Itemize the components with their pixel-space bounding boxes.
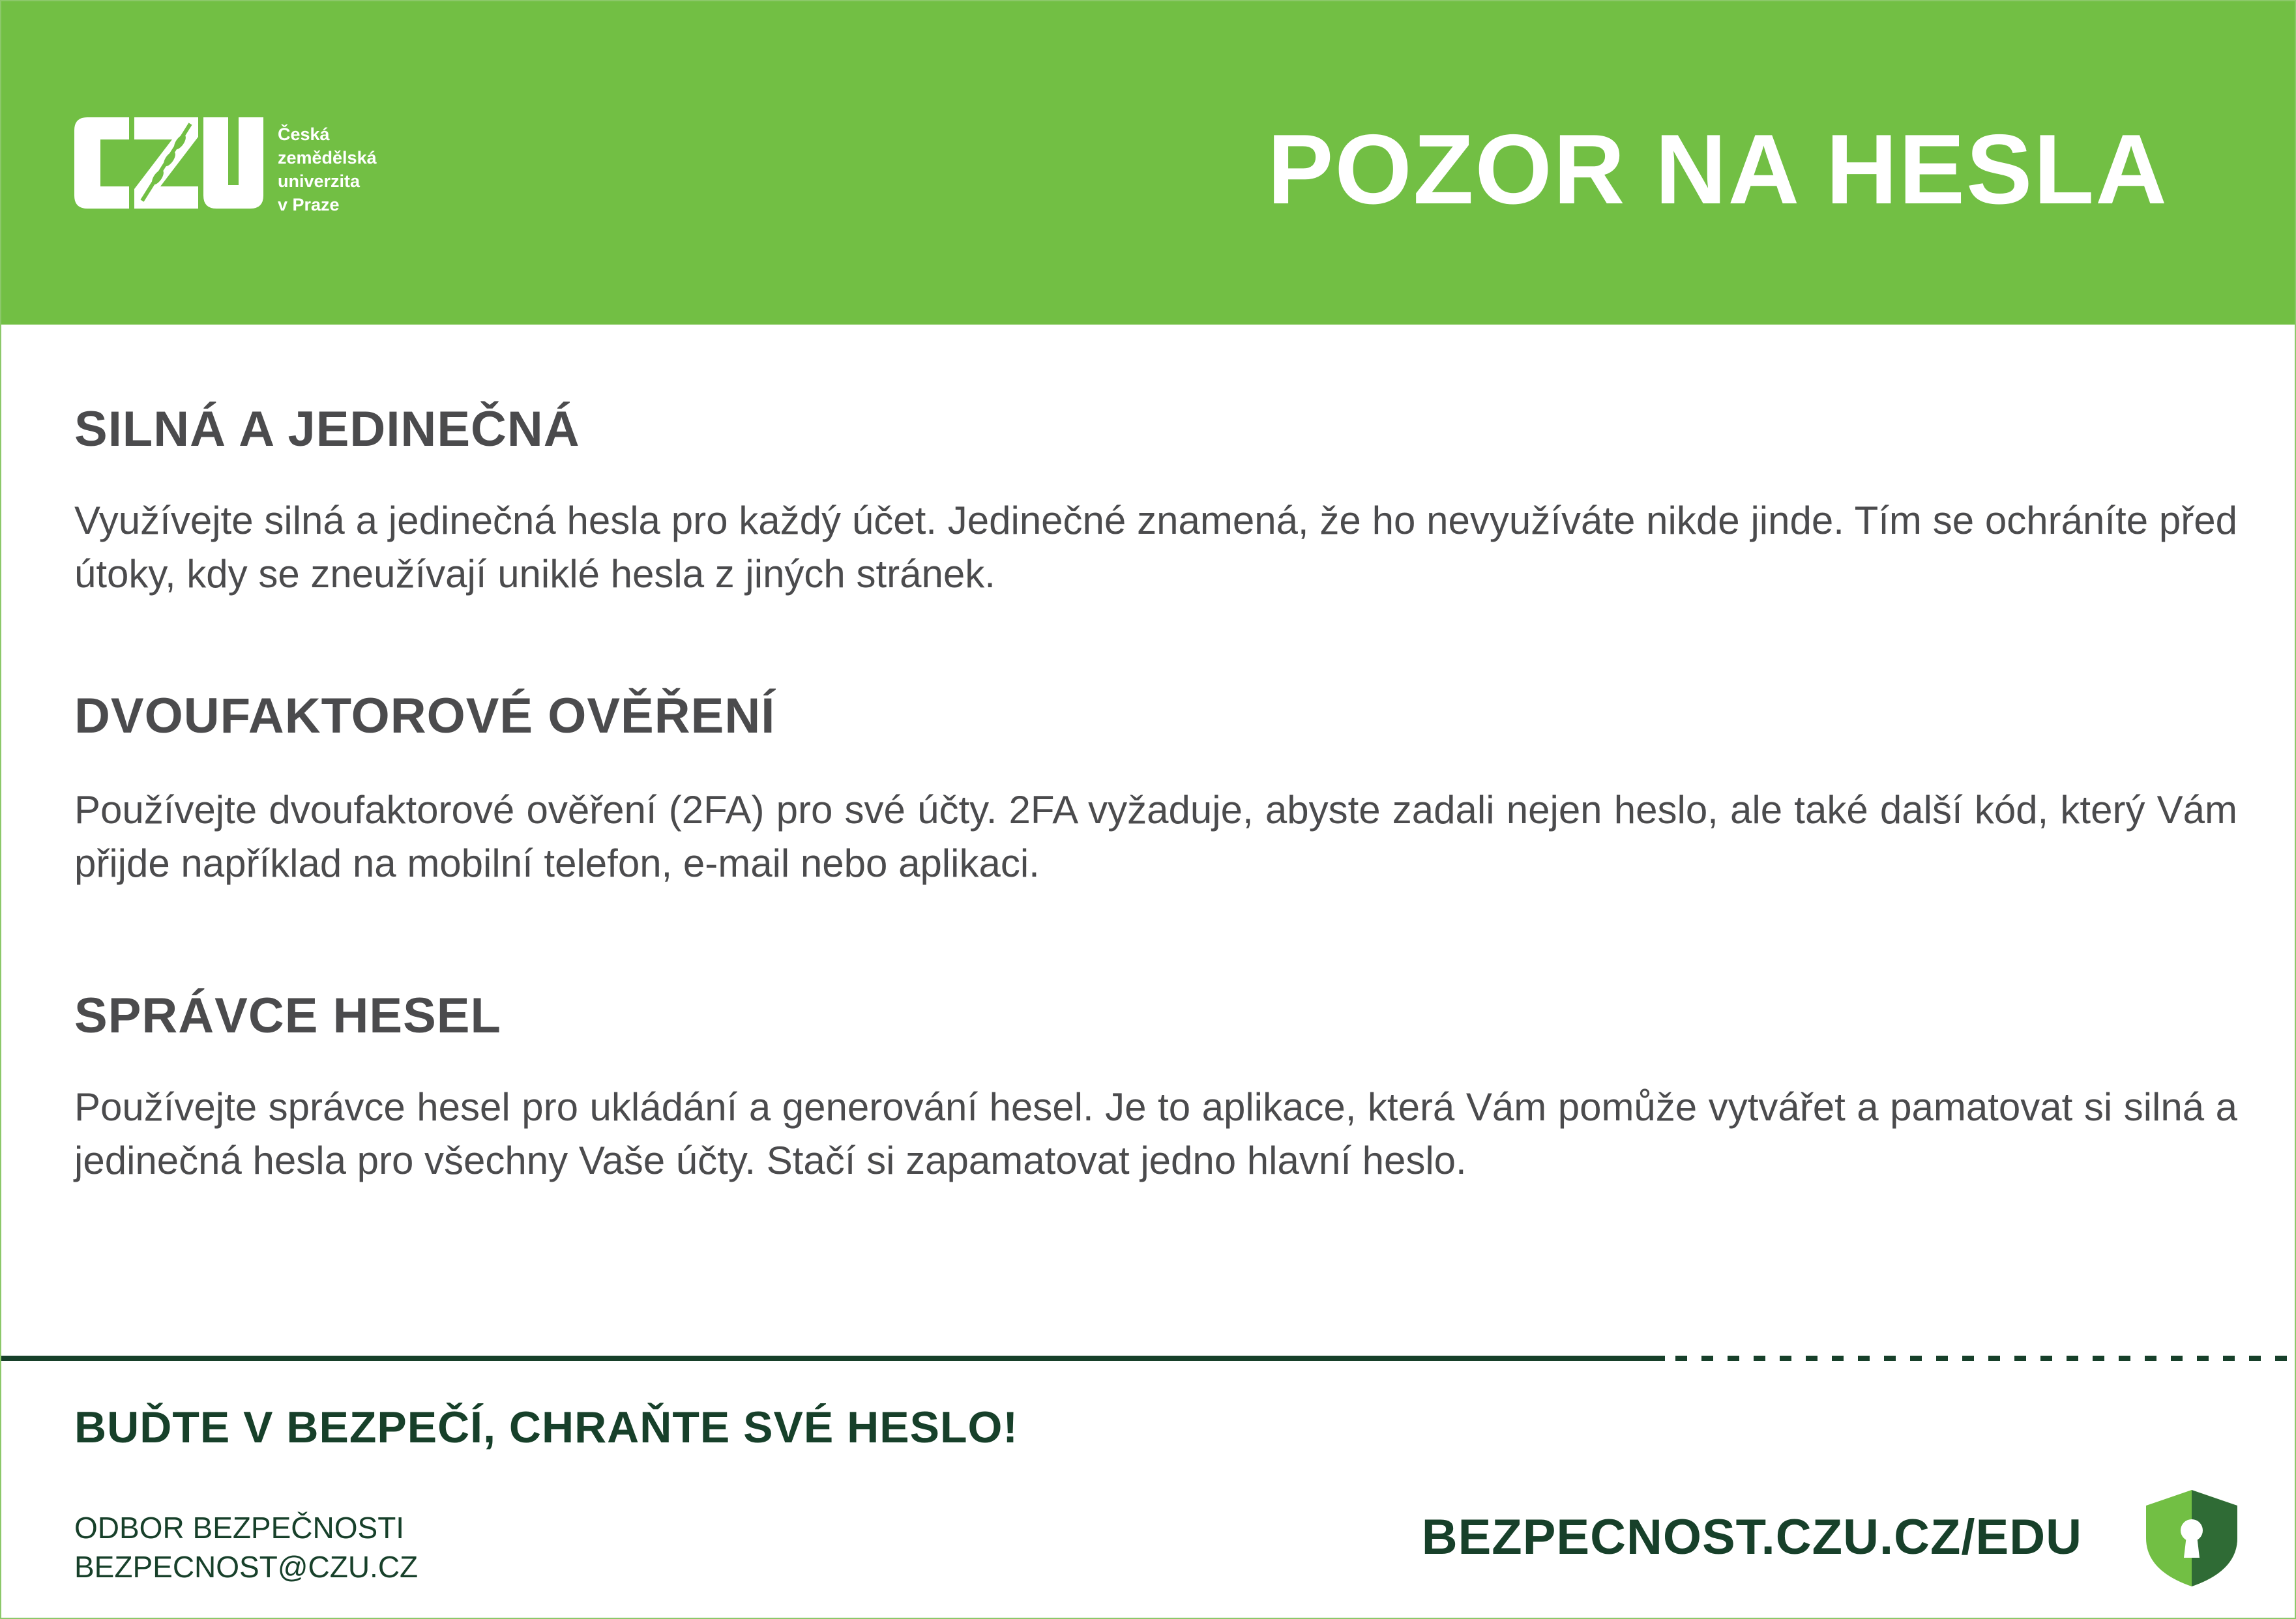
header-banner: [1, 1, 2295, 325]
contact-email[interactable]: BEZPECNOST@CZU.CZ: [74, 1550, 419, 1584]
section-heading: SILNÁ A JEDINEČNÁ: [74, 401, 580, 457]
footer-slogan: BUĎTE V BEZPEČÍ, CHRAŇTE SVÉ HESLO!: [74, 1403, 1019, 1452]
section-heading: DVOUFAKTOROVÉ OVĚŘENÍ: [74, 688, 776, 744]
section-strong-unique: [74, 400, 2237, 601]
section-text: Využívejte silná a jedinečná hesla pro každý účet. Jedinečné znamená, že ho nevyužíváte nikde jinde. Tím se ochráníte před útoky, kdy se zneužívají uniklé hesla z jiných stránek.: [74, 499, 2237, 596]
section-password-manager: [74, 987, 2237, 1188]
section-heading: SPRÁVCE HESEL: [74, 988, 501, 1043]
footer-url-link[interactable]: BEZPECNOST.CZU.CZ/EDU: [1421, 1510, 2082, 1565]
section-text: Používejte dvoufaktorové ověření (2FA) pro své účty. 2FA vyžaduje, abyste zadali nejen heslo, ale také další kód, který Vám přijde například na mobilní telefon, e-mail nebo aplikaci.: [74, 788, 2237, 885]
logo-text-line: univerzita: [278, 171, 361, 191]
logo-text: [278, 123, 377, 216]
czu-logo: [74, 117, 400, 215]
czu-logo-mark: [74, 117, 263, 209]
section-text: Používejte správce hesel pro ukládání a generování hesel. Je to aplikace, která Vám pomůže vytvářet a pamatovat si silná a jedinečná hesla pro všechny Vaše účty. Stačí si zapamatovat jedno hlavní heslo.: [74, 1085, 2237, 1182]
section-two-factor: [74, 687, 2237, 890]
footer-contact: [74, 1508, 418, 1586]
department-name: ODBOR BEZPEČNOSTI: [74, 1511, 405, 1545]
shield-keyhole-icon: [2146, 1490, 2237, 1586]
logo-text-line: v Praze: [278, 195, 340, 214]
logo-text-line: Česká: [278, 124, 330, 144]
page-title: POZOR NA HESLA: [1267, 114, 2168, 225]
footer-divider-dotted: [1675, 1356, 2295, 1361]
footer-divider-solid: [1, 1356, 1665, 1361]
logo-text-line: zemědělská: [278, 148, 377, 168]
